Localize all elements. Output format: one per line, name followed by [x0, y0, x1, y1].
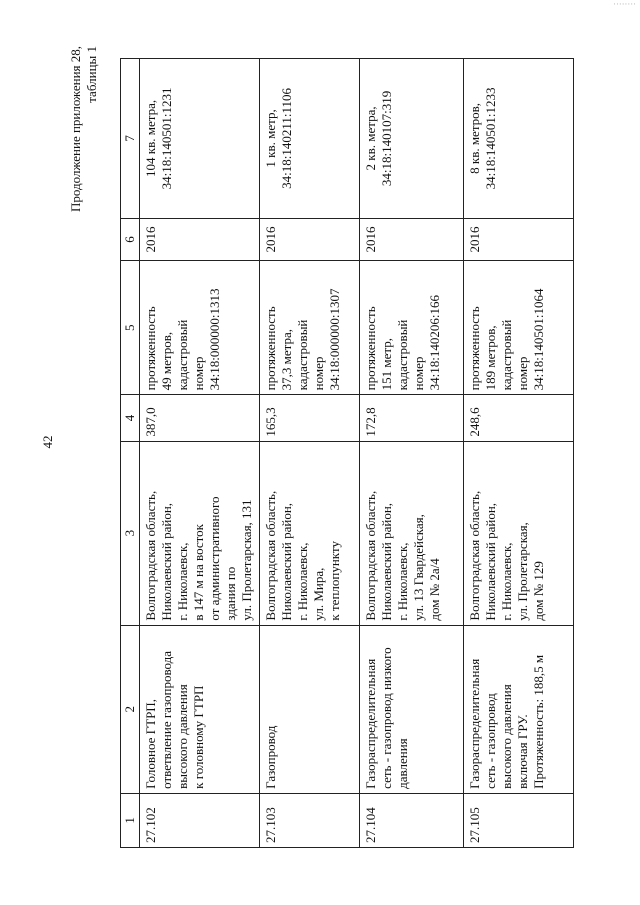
object-year: 2016	[464, 218, 574, 260]
table-container	[120, 58, 620, 848]
header-cell-5: 5	[121, 261, 140, 395]
object-value: 248,6	[464, 395, 574, 441]
table-row	[464, 59, 574, 848]
object-name: Газораспределительная сеть - газопровод низкого давления	[360, 625, 464, 793]
caption-line-2: таблицы 1	[84, 45, 99, 103]
corner-mark: ········	[613, 0, 636, 10]
object-year: 2016	[260, 218, 360, 260]
row-number: 27.102	[140, 793, 260, 847]
object-value: 165,3	[260, 395, 360, 441]
object-area: 2 кв. метра, 34:18:140107:319	[360, 59, 464, 219]
header-cell-1: 1	[121, 793, 140, 847]
data-table	[120, 58, 574, 848]
object-address: Волгоградская область, Николаевский район, г. Николаевск, ул. 13 Гвардейская, дом № 2а/4	[360, 441, 464, 625]
row-number: 27.104	[360, 793, 464, 847]
object-area: 8 кв. метров, 34:18:140501:1233	[464, 59, 574, 219]
object-year: 2016	[360, 218, 464, 260]
object-characteristics: протяженность 37,3 метра, кадастровый номер 34:18:000000:1307	[260, 261, 360, 395]
row-number: 27.105	[464, 793, 574, 847]
caption-line-1: Продолжение приложения 28,	[68, 45, 83, 212]
header-cell-2: 2	[121, 625, 140, 793]
object-characteristics: протяженность 189 метров, кадастровый номер 34:18:140501:1064	[464, 261, 574, 395]
row-number: 27.103	[260, 793, 360, 847]
object-address: Волгоградская область, Николаевский район, г. Николаевск, ул. Пролетарская, дом № 129	[464, 441, 574, 625]
object-year: 2016	[140, 218, 260, 260]
table-row	[260, 59, 360, 848]
page-number: 42	[40, 435, 55, 449]
object-area: 104 кв. метра, 34:18:140501:1231	[140, 59, 260, 219]
header-row	[121, 59, 140, 848]
continuation-caption	[68, 46, 100, 212]
object-address: Волгоградская область, Николаевский район, г. Николаевск, ул. Мира, к теплопункту	[260, 441, 360, 625]
object-name: Газопровод	[260, 625, 360, 793]
header-cell-3: 3	[121, 441, 140, 625]
table-row	[140, 59, 260, 848]
object-address: Волгоградская область, Николаевский район, г. Николаевск, в 147 м на восток от административного здания по ул. Пролетарская, 131	[140, 441, 260, 625]
object-area: 1 кв. метр, 34:18:140211:1106	[260, 59, 360, 219]
object-characteristics: протяженность 49 метров, кадастровый номер 34:18:000000:1313	[140, 261, 260, 395]
object-name: Газораспределительная сеть - газопровод высокого давления включая ГРУ. Протяженность: 188,5 м	[464, 625, 574, 793]
header-cell-7: 7	[121, 59, 140, 219]
table-row	[360, 59, 464, 848]
header-cell-6: 6	[121, 218, 140, 260]
object-characteristics: протяженность 151 метр, кадастровый номер 34:18:140206:166	[360, 261, 464, 395]
header-cell-4: 4	[121, 395, 140, 441]
object-value: 387,0	[140, 395, 260, 441]
object-value: 172,8	[360, 395, 464, 441]
object-name: Головное ГТРП, ответвление газопровода высокого давления к головному ГТРП	[140, 625, 260, 793]
